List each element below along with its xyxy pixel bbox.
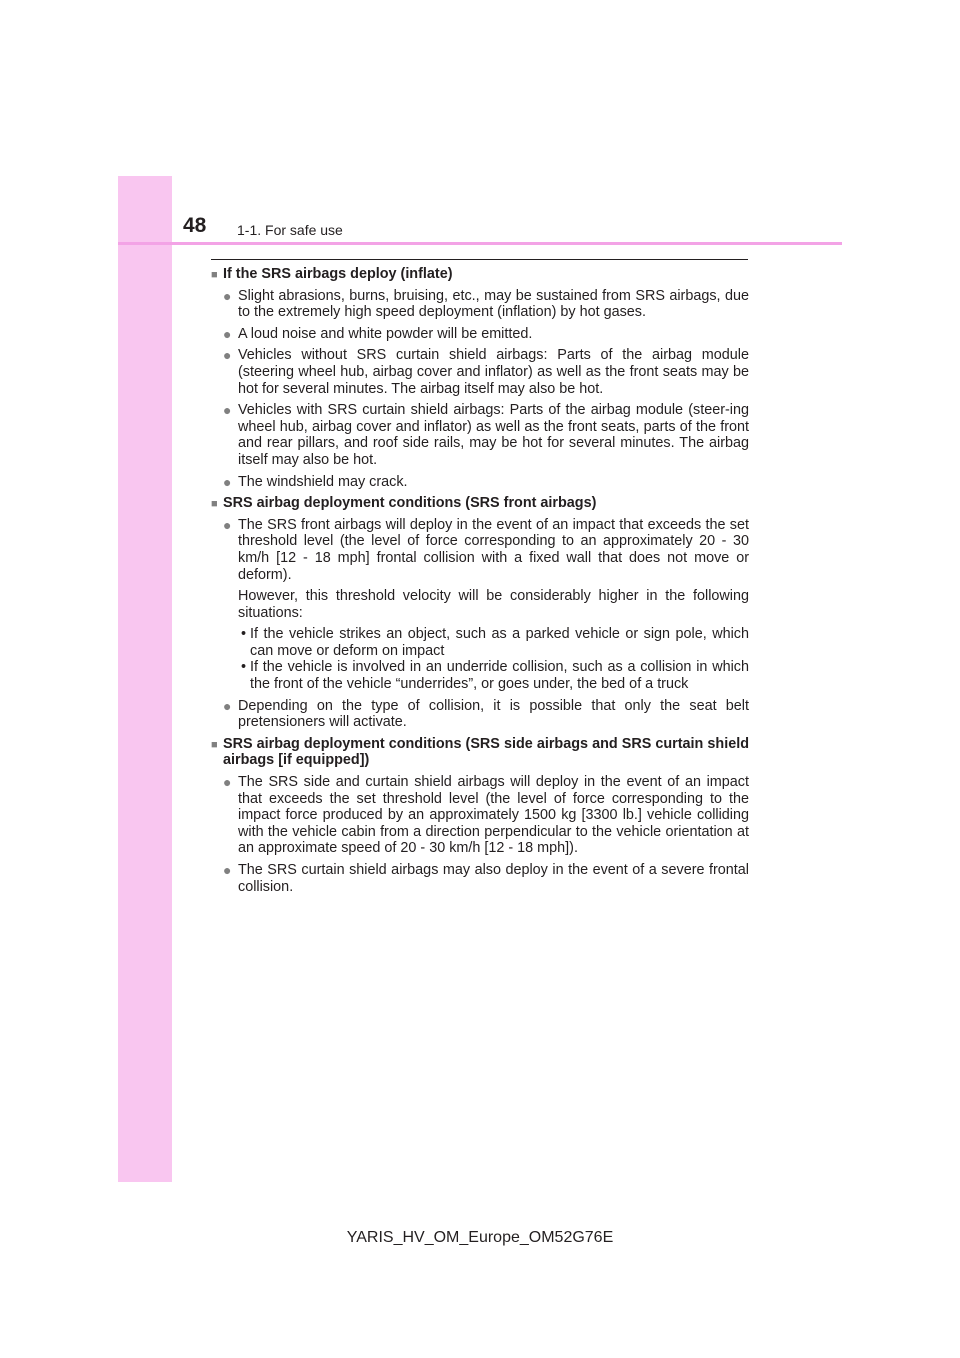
list-item [211, 862, 749, 895]
list-item [211, 698, 749, 731]
circle-bullet-icon: ● [223, 697, 232, 714]
list-item-text: Vehicles with SRS curtain shield airbags: Parts of the airbag module (steer-ing wheel hub, airbag cover and inflator) as well as the front seats, parts of the front and rear pillars, and roof side rails, may be hot for several minutes. The airbag itself may also be hot. [238, 402, 749, 468]
header-rule [118, 242, 842, 245]
dot-bullet-icon: • [241, 626, 247, 643]
note-paragraph: However, this threshold velocity will be considerably higher in the following situations: [238, 588, 749, 621]
list-item [211, 774, 749, 857]
sub-list-item [211, 626, 749, 659]
section-heading [211, 495, 749, 512]
list-item [211, 326, 749, 343]
list-item [211, 288, 749, 321]
circle-bullet-icon: ● [223, 516, 232, 533]
list-item [211, 517, 749, 583]
circle-bullet-icon: ● [223, 325, 232, 342]
list-item-text: The SRS side and curtain shield airbags will deploy in the event of an impact that exceeds the set threshold level (the level of force corresponding to the impact force produced by an approximately 1500 kg [3300 lb.] vehicle colliding with the vehicle cabin from a direction perpendicular to the vehicle orientation at an approximate speed of 20 - 30 km/h [12 - 18 mph]). [238, 774, 749, 857]
section-title: 1-1. For safe use [237, 222, 343, 238]
section-heading [211, 266, 749, 283]
list-item-text: Slight abrasions, burns, bruising, etc., may be sustained from SRS airbags, due to the extremely high speed deployment (inflation) by hot gases. [238, 287, 749, 321]
square-bullet-icon: ■ [211, 738, 218, 751]
list-item-text: The SRS curtain shield airbags may also deploy in the event of a severe frontal collision. [238, 862, 749, 895]
sub-list-item-text: If the vehicle is involved in an underride collision, such as a collision in which the front of the vehicle “underrides”, or goes under, the bed of a truck [250, 659, 749, 693]
heading-text: SRS airbag deployment conditions (SRS side airbags and SRS curtain shield airbags [if equipped]) [223, 735, 749, 769]
list-item-text: Vehicles without SRS curtain shield airbags: Parts of the airbag module (steering wheel hub, airbag cover and inflator) as well as the front seats may be hot for several minutes. The airbag itself may also be hot. [238, 347, 749, 397]
circle-bullet-icon: ● [223, 402, 232, 419]
list-item-text: A loud noise and white powder will be emitted. [238, 325, 533, 342]
circle-bullet-icon: ● [223, 473, 232, 490]
list-item [211, 402, 749, 468]
page-content [211, 266, 749, 900]
circle-bullet-icon: ● [223, 774, 232, 791]
content-top-rule [211, 259, 748, 260]
circle-bullet-icon: ● [223, 347, 232, 364]
heading-text: If the SRS airbags deploy (inflate) [223, 266, 453, 282]
side-tab-band [118, 176, 172, 1182]
sub-list-item-text: If the vehicle strikes an object, such as a parked vehicle or sign pole, which can move or deform on impact [250, 626, 749, 659]
page-number: 48 [183, 214, 207, 237]
list-item-text: The windshield may crack. [238, 473, 408, 490]
heading-text: SRS airbag deployment conditions (SRS front airbags) [223, 495, 597, 512]
square-bullet-icon: ■ [211, 498, 218, 511]
list-item [211, 347, 749, 397]
dot-bullet-icon: • [241, 659, 247, 676]
sub-list-item [211, 659, 749, 692]
circle-bullet-icon: ● [223, 862, 232, 878]
section-heading [211, 736, 749, 769]
list-item [211, 474, 749, 491]
square-bullet-icon: ■ [211, 269, 218, 281]
circle-bullet-icon: ● [223, 287, 232, 304]
list-item-text: Depending on the type of collision, it is possible that only the seat belt pretensioners will activate. [238, 697, 749, 731]
document-code: YARIS_HV_OM_Europe_OM52G76E [346, 1229, 614, 1246]
list-item-text: The SRS front airbags will deploy in the event of an impact that exceeds the set threshold level (the level of force corresponding to an approximately 20 - 30 km/h [12 - 18 mph] frontal collision with a fixed wall that does not move or deform). [238, 516, 749, 583]
